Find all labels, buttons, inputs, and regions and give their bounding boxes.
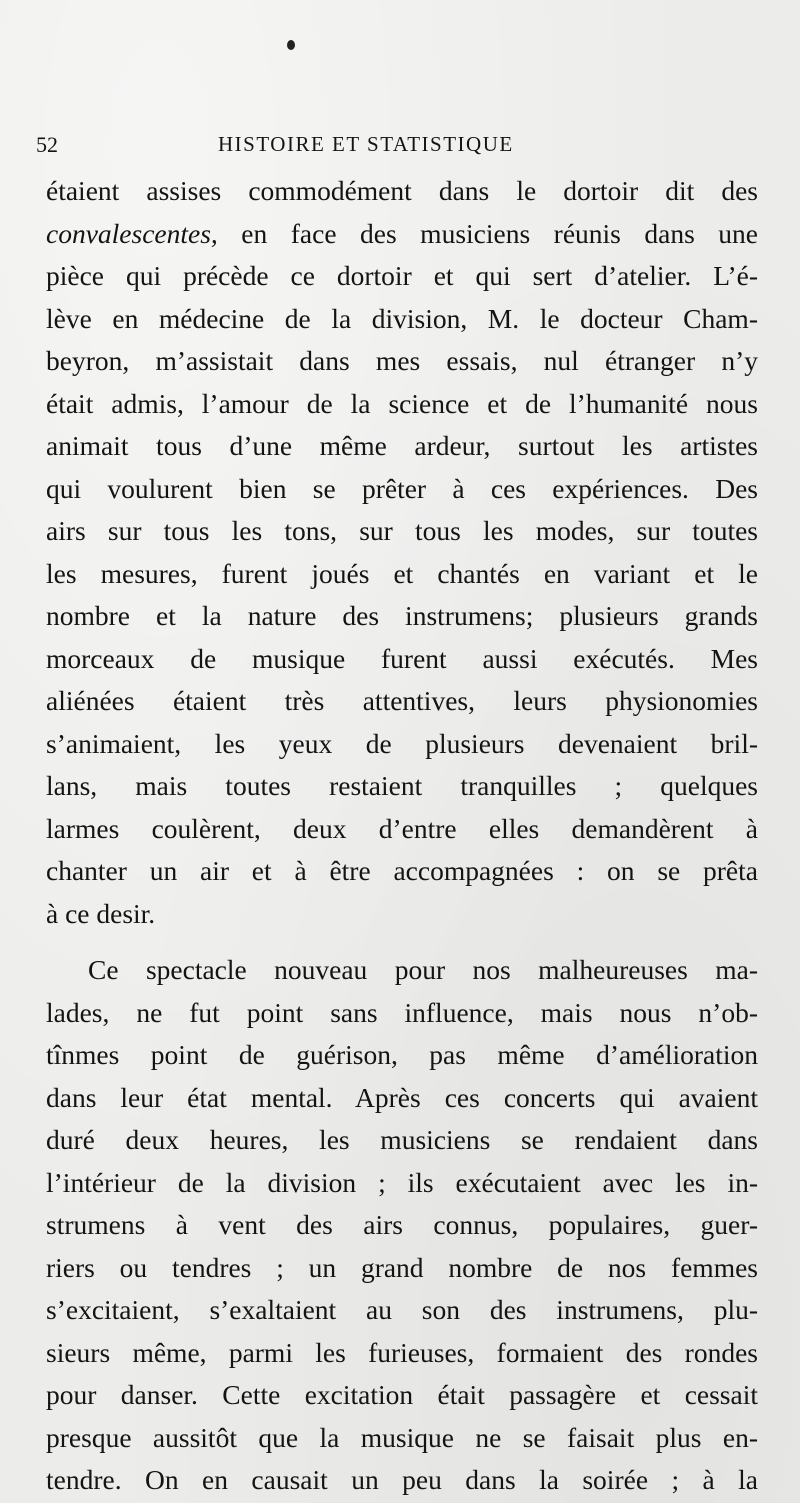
text-line: s’animaient, les yeux de plusieurs devenaient bril- xyxy=(46,727,758,759)
page-number: 52 xyxy=(36,132,58,157)
text-line: lève en médecine de la division, M. le docteur Cham- xyxy=(46,302,758,334)
text-line: s’excitaient, s’exaltaient au son des instrumens, plu- xyxy=(46,1294,758,1325)
text-line: lades, ne fut point sans influence, mais nous n’ob- xyxy=(46,996,758,1028)
text-line: aliénées étaient très attentives, leurs physionomies xyxy=(46,685,758,716)
paragraph xyxy=(46,949,758,1502)
text-line: morceaux de musique furent aussi exécutés. Mes xyxy=(46,642,758,674)
text-line: strumens à vent des airs connus, populaires, guer- xyxy=(46,1209,758,1240)
running-title: HISTOIRE ET STATISTIQUE xyxy=(218,132,514,156)
text-line: duré deux heures, les musiciens se rendaient dans xyxy=(46,1124,758,1155)
text-line: larmes coulèrent, deux d’entre elles demandèrent à xyxy=(46,812,758,844)
text-line xyxy=(46,213,758,256)
text-line: chanter un air et à être accompagnées : on se prêta xyxy=(46,855,758,886)
text-line: Ce spectacle nouveau pour nos malheureuses ma- xyxy=(88,954,758,985)
text-line: qui voulurent bien se prêter à ces expériences. Des xyxy=(46,472,758,504)
paragraph xyxy=(46,170,758,935)
text-line: à ce desir. xyxy=(46,897,156,929)
body-text xyxy=(46,170,758,1502)
italic-word: convalescentes, xyxy=(46,217,218,249)
paragraph-gap xyxy=(46,935,758,949)
text-line: beyron, m’assistait dans mes essais, nul étranger n’y xyxy=(46,345,758,376)
text-line: lans, mais toutes restaient tranquilles ; quelques xyxy=(46,770,758,801)
text-line: animait tous d’une même ardeur, surtout les artistes xyxy=(46,430,758,461)
text-line: presque aussitôt que la musique ne se faisait plus en- xyxy=(46,1421,758,1453)
text-line: riers ou tendres ; un grand nombre de nos femmes xyxy=(46,1251,758,1283)
text-line: pièce qui précède ce dortoir et qui sert d’atelier. L’é- xyxy=(46,260,758,291)
text-line: tînmes point de guérison, pas même d’amélioration xyxy=(46,1039,758,1070)
text-line: pour danser. Cette excitation était passagère et cessait xyxy=(46,1379,758,1410)
text-line: les mesures, furent joués et chantés en variant et le xyxy=(46,557,758,589)
text-line: airs sur tous les tons, sur tous les modes, sur toutes xyxy=(46,515,758,546)
text-run: en face des musiciens réunis dans une xyxy=(217,217,758,249)
text-line: l’intérieur de la division ; ils exécutaient avec les in- xyxy=(46,1166,758,1198)
ink-spot xyxy=(287,40,295,50)
text-line: était admis, l’amour de la science et de l’humanité nous xyxy=(46,387,758,419)
running-head xyxy=(36,132,766,166)
text-line: étaient assises commodément dans le dortoir dit des xyxy=(46,175,758,206)
text-line: tendre. On en causait un peu dans la soirée ; à la xyxy=(46,1464,758,1495)
text-line: nombre et la nature des instrumens; plusieurs grands xyxy=(46,600,758,631)
text-line: sieurs même, parmi les furieuses, formaient des rondes xyxy=(46,1336,758,1368)
text-line: dans leur état mental. Après ces concerts qui avaient xyxy=(46,1081,758,1113)
